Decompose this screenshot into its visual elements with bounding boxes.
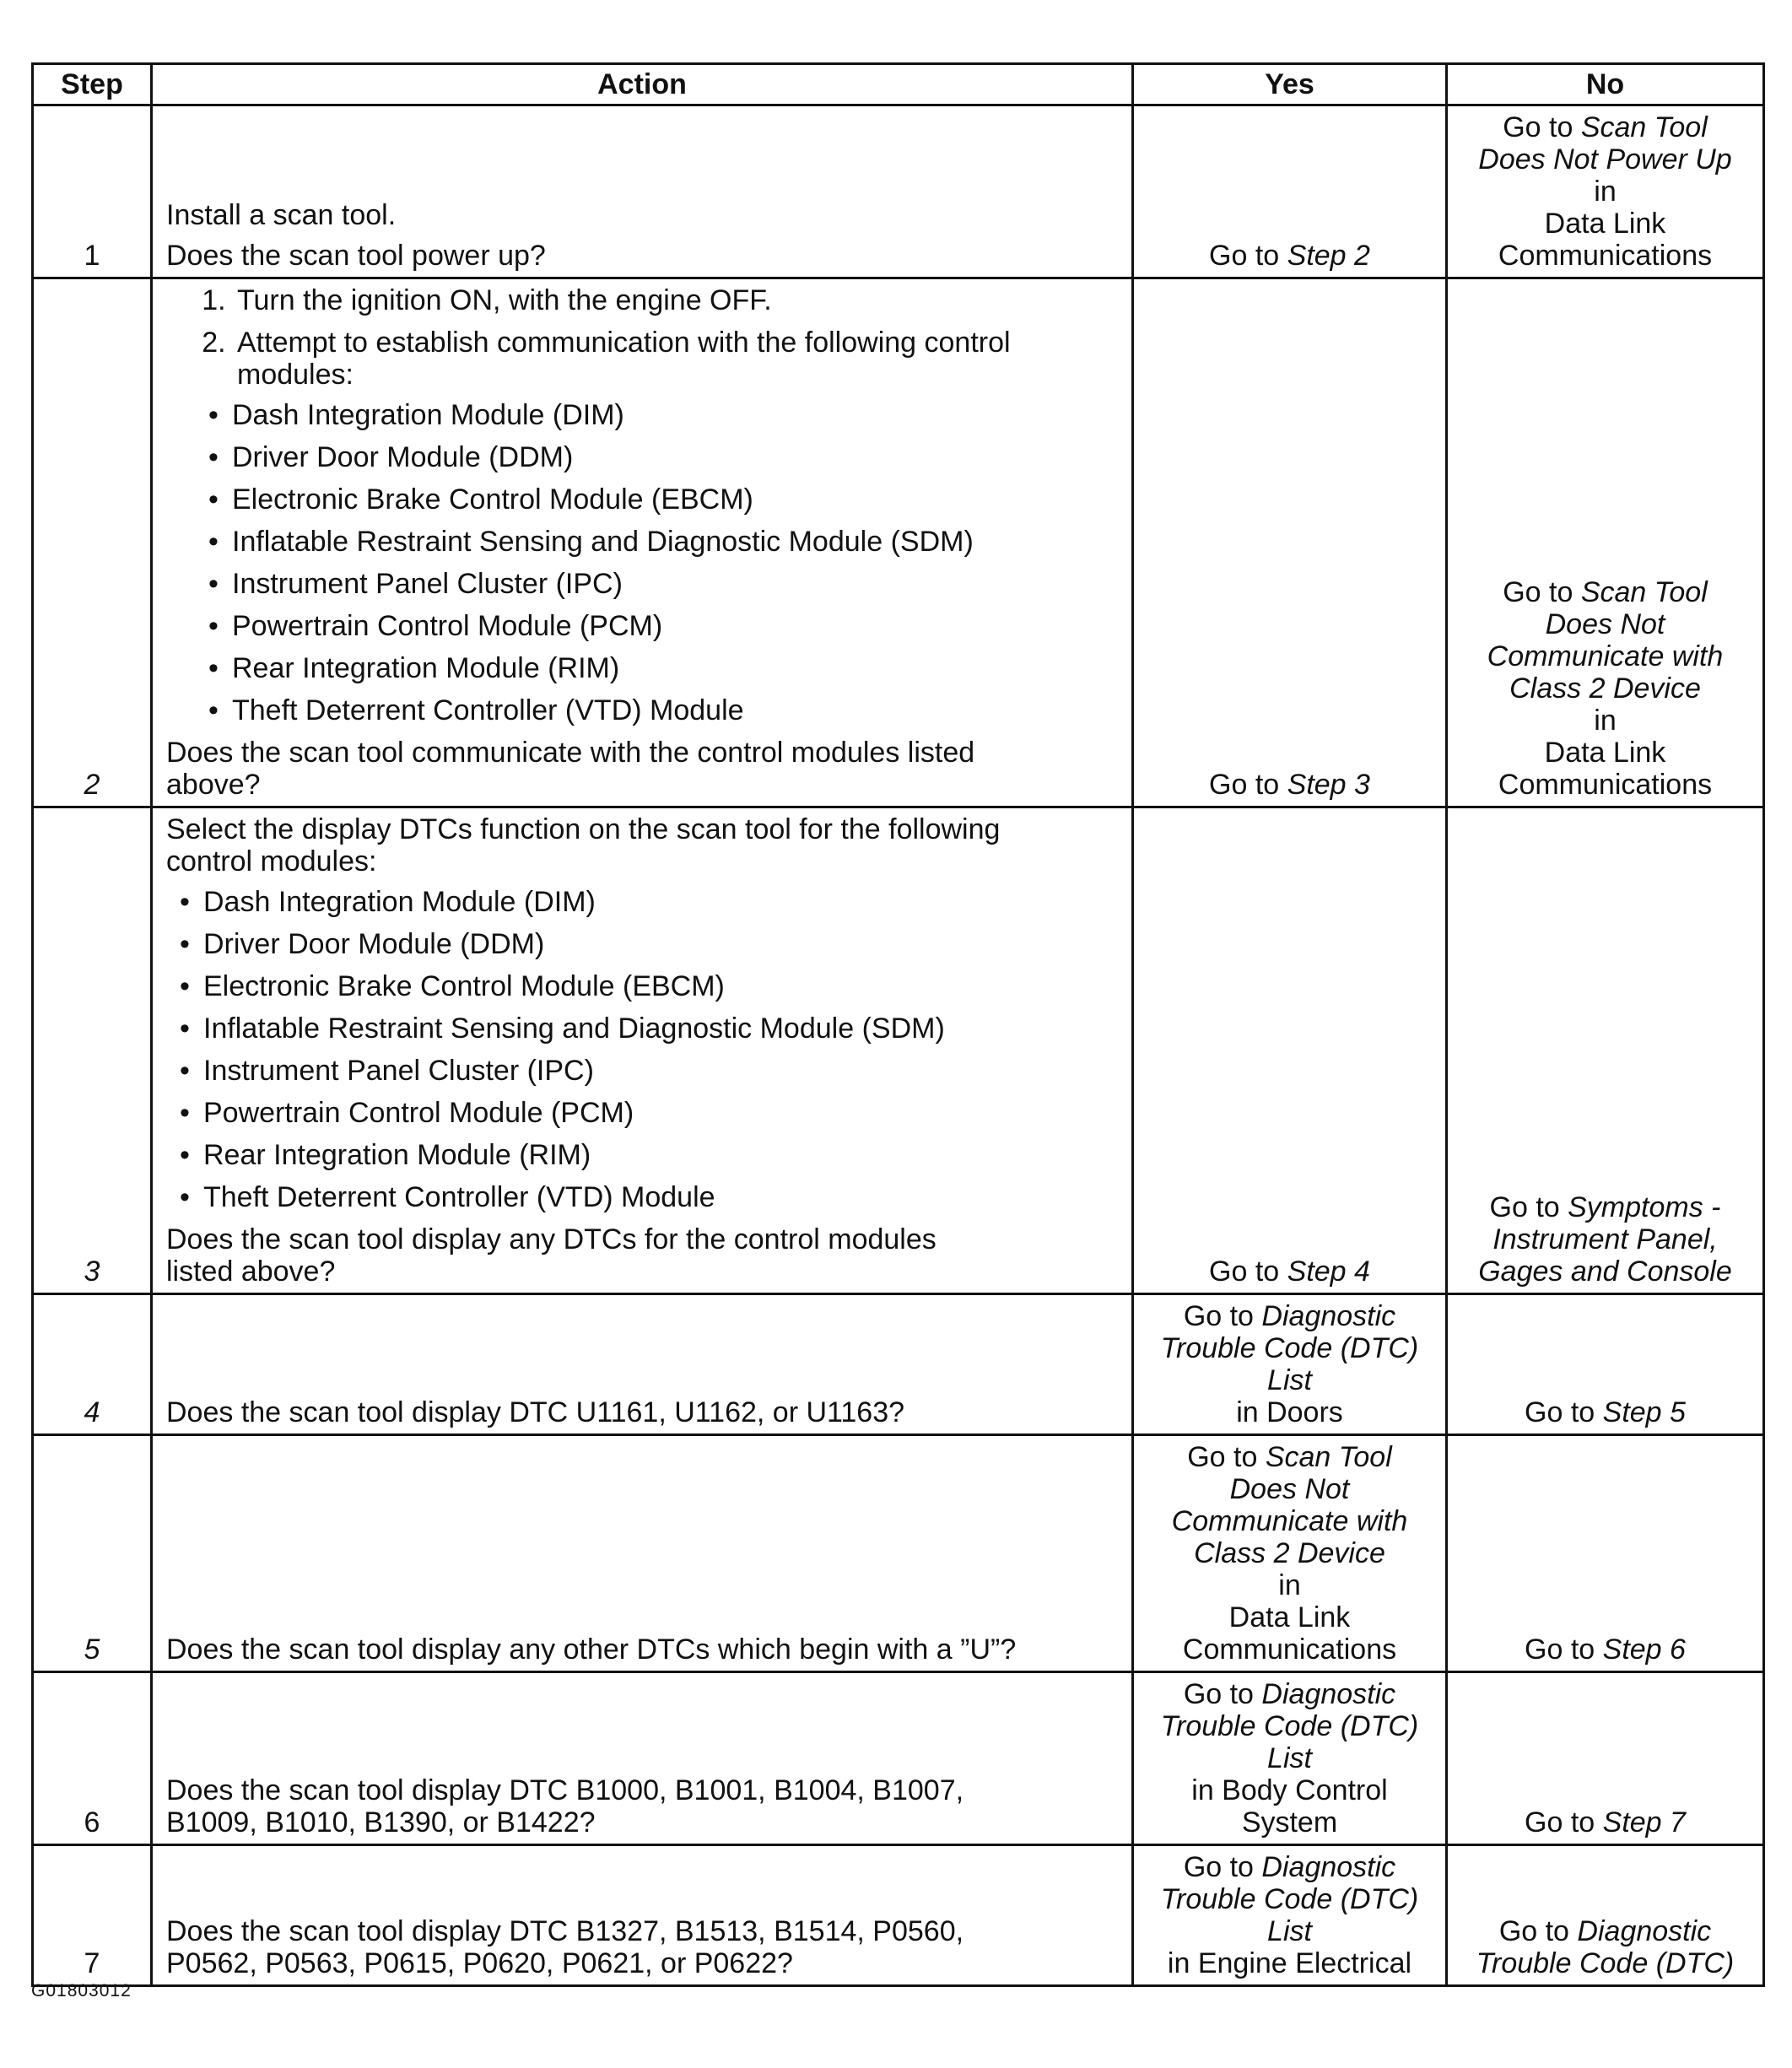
no-cell	[1447, 1672, 1764, 1845]
module-item: • Electronic Brake Control Module (EBCM)	[178, 970, 1118, 1002]
yes-section: in Engine Electrical	[1167, 1947, 1412, 1979]
action-cell	[152, 1845, 1133, 1986]
yes-cell	[1133, 1294, 1447, 1435]
module-item: • Dash Integration Module (DIM)	[207, 399, 1118, 431]
yes-link[interactable]: Step 4	[1287, 1255, 1370, 1288]
yes-link[interactable]: Does Not	[1229, 1473, 1350, 1505]
no-link[interactable]: Scan Tool	[1580, 111, 1708, 143]
yes-prefix: Go to	[1187, 1441, 1266, 1473]
module-item: • Electronic Brake Control Module (EBCM)	[207, 483, 1118, 516]
no-in: in	[1594, 175, 1617, 208]
module-item: • Theft Deterrent Controller (VTD) Module	[207, 694, 1118, 726]
no-cell	[1447, 105, 1764, 278]
no-prefix: Go to	[1525, 1806, 1603, 1839]
yes-link[interactable]: Scan Tool	[1265, 1441, 1392, 1473]
yes-cell	[1133, 105, 1447, 278]
yes-section: System	[1241, 1806, 1338, 1839]
action-question: Does the scan tool communicate with the control modules listed above?	[166, 737, 975, 801]
action-cell	[152, 105, 1133, 278]
no-section: Data Link	[1544, 208, 1666, 240]
no-prefix: Go to	[1503, 111, 1581, 143]
module-item: • Rear Integration Module (RIM)	[178, 1139, 1118, 1171]
yes-link[interactable]: List	[1267, 1364, 1312, 1396]
action-intro: Select the display DTCs function on the scan tool for the following control modules:	[166, 813, 1001, 877]
list-item: 1. Turn the ignition ON, with the engine OFF.	[234, 284, 1118, 316]
no-link[interactable]: Class 2 Device	[1509, 672, 1701, 705]
header-step: Step	[33, 64, 152, 105]
list-item	[234, 327, 1118, 726]
table-row	[33, 105, 1764, 278]
no-link[interactable]: Symptoms -	[1568, 1191, 1721, 1223]
yes-link[interactable]: Trouble Code (DTC)	[1160, 1883, 1419, 1915]
no-link[interactable]: Instrument Panel,	[1492, 1223, 1718, 1255]
yes-prefix: Go to	[1183, 1851, 1262, 1883]
no-link[interactable]: Trouble Code (DTC)	[1476, 1947, 1735, 1979]
no-cell	[1447, 1294, 1764, 1435]
yes-prefix: Go to	[1183, 1678, 1262, 1710]
module-item: • Rear Integration Module (RIM)	[207, 652, 1118, 684]
no-in: in	[1594, 705, 1617, 737]
no-link[interactable]: Diagnostic	[1577, 1915, 1712, 1947]
module-item: • Powertrain Control Module (PCM)	[207, 610, 1118, 642]
yes-link[interactable]: Trouble Code (DTC)	[1160, 1710, 1419, 1742]
header-yes: Yes	[1133, 64, 1447, 105]
yes-link[interactable]: Diagnostic	[1261, 1300, 1396, 1332]
no-link[interactable]: Step 5	[1602, 1396, 1686, 1428]
no-prefix: Go to	[1525, 1396, 1603, 1428]
yes-section: Data Link	[1228, 1601, 1351, 1633]
module-item: • Driver Door Module (DDM)	[207, 441, 1118, 473]
step-number: 2	[33, 278, 152, 807]
no-link[interactable]: Step 6	[1602, 1633, 1686, 1666]
module-item: • Instrument Panel Cluster (IPC)	[178, 1055, 1118, 1087]
no-cell	[1447, 807, 1764, 1294]
no-prefix: Go to	[1503, 576, 1581, 608]
yes-section: in Body Control	[1191, 1774, 1388, 1806]
module-item: • Inflatable Restraint Sensing and Diagnostic Module (SDM)	[178, 1012, 1118, 1045]
module-item: • Inflatable Restraint Sensing and Diagnostic Module (SDM)	[207, 526, 1118, 558]
action-question: Does the scan tool power up?	[166, 240, 546, 272]
header-row	[33, 64, 1764, 105]
no-link[interactable]: Scan Tool	[1580, 576, 1708, 608]
no-link[interactable]: Does Not	[1545, 608, 1665, 640]
step-number: 6	[33, 1672, 152, 1845]
no-prefix: Go to	[1525, 1633, 1603, 1666]
table-row	[33, 1435, 1764, 1672]
no-link[interactable]: Gages and Console	[1478, 1255, 1732, 1288]
no-section: Communications	[1498, 769, 1713, 801]
module-item: • Driver Door Module (DDM)	[178, 928, 1118, 960]
yes-link[interactable]: Diagnostic	[1261, 1678, 1396, 1710]
yes-link[interactable]: Step 2	[1287, 240, 1370, 272]
figure-id: G01803012	[31, 1981, 132, 2001]
yes-link[interactable]: Class 2 Device	[1194, 1537, 1385, 1569]
header-no: No	[1447, 64, 1764, 105]
step-number: 3	[33, 807, 152, 1294]
yes-in: in	[1278, 1569, 1301, 1601]
action-question: Does the scan tool display DTC B1327, B1513, B1514, P0560, P0562, P0563, P0615, P0620, P0621, or P0622?	[166, 1915, 964, 1979]
list-item-text: Attempt to establish communication with the following control modules:	[237, 327, 1011, 391]
yes-link[interactable]: List	[1267, 1915, 1312, 1947]
yes-prefix: Go to	[1209, 769, 1287, 801]
no-section: Data Link	[1544, 737, 1666, 769]
module-item: • Powertrain Control Module (PCM)	[178, 1097, 1118, 1129]
action-question: Does the scan tool display any DTCs for the control modules listed above?	[166, 1223, 936, 1288]
yes-cell	[1133, 278, 1447, 807]
table-row	[33, 1294, 1764, 1435]
action-question: Does the scan tool display any other DTCs which begin with a ”U”?	[166, 1633, 1017, 1666]
yes-prefix: Go to	[1183, 1300, 1262, 1332]
no-link[interactable]: Communicate with	[1487, 640, 1724, 672]
module-list	[178, 886, 1118, 1213]
yes-prefix: Go to	[1209, 1255, 1287, 1288]
action-question: Does the scan tool display DTC B1000, B1001, B1004, B1007, B1009, B1010, B1390, or B1422?	[166, 1774, 964, 1839]
yes-link[interactable]: Communicate with	[1171, 1505, 1408, 1537]
no-link[interactable]: Does Not Power Up	[1478, 143, 1732, 175]
header-action: Action	[152, 64, 1133, 105]
numbered-list	[197, 284, 1118, 726]
action-question: Does the scan tool display DTC U1161, U1162, or U1163?	[166, 1396, 905, 1428]
module-item: • Theft Deterrent Controller (VTD) Module	[178, 1181, 1118, 1213]
yes-prefix: Go to	[1209, 240, 1287, 272]
table-row	[33, 1672, 1764, 1845]
yes-section: in Doors	[1236, 1396, 1343, 1428]
step-number: 1	[33, 105, 152, 278]
table-row	[33, 278, 1764, 807]
action-cell	[152, 278, 1133, 807]
yes-link[interactable]: Trouble Code (DTC)	[1160, 1332, 1419, 1364]
no-prefix: Go to	[1489, 1191, 1568, 1223]
yes-link[interactable]: Step 3	[1287, 769, 1370, 801]
action-cell	[152, 1672, 1133, 1845]
yes-link[interactable]: Diagnostic	[1261, 1851, 1396, 1883]
no-prefix: Go to	[1498, 1915, 1578, 1947]
module-item: • Dash Integration Module (DIM)	[178, 886, 1118, 918]
step-number: 7	[33, 1845, 152, 1986]
yes-cell	[1133, 1435, 1447, 1672]
step-number: 4	[33, 1294, 152, 1435]
no-link[interactable]: Step 7	[1602, 1806, 1686, 1839]
no-cell	[1447, 278, 1764, 807]
diagnostic-table	[31, 62, 1765, 1987]
no-section: Communications	[1498, 240, 1713, 272]
yes-link[interactable]: List	[1267, 1742, 1312, 1774]
action-text: Install a scan tool.	[166, 199, 397, 231]
yes-cell	[1133, 807, 1447, 1294]
yes-section: Communications	[1182, 1633, 1397, 1666]
action-cell	[152, 807, 1133, 1294]
action-cell	[152, 1435, 1133, 1672]
no-cell	[1447, 1435, 1764, 1672]
module-list	[207, 399, 1118, 726]
no-cell	[1447, 1845, 1764, 1986]
step-number: 5	[33, 1435, 152, 1672]
action-cell	[152, 1294, 1133, 1435]
yes-cell	[1133, 1672, 1447, 1845]
table-row	[33, 1845, 1764, 1986]
yes-cell	[1133, 1845, 1447, 1986]
module-item: • Instrument Panel Cluster (IPC)	[207, 568, 1118, 600]
table-row	[33, 807, 1764, 1294]
